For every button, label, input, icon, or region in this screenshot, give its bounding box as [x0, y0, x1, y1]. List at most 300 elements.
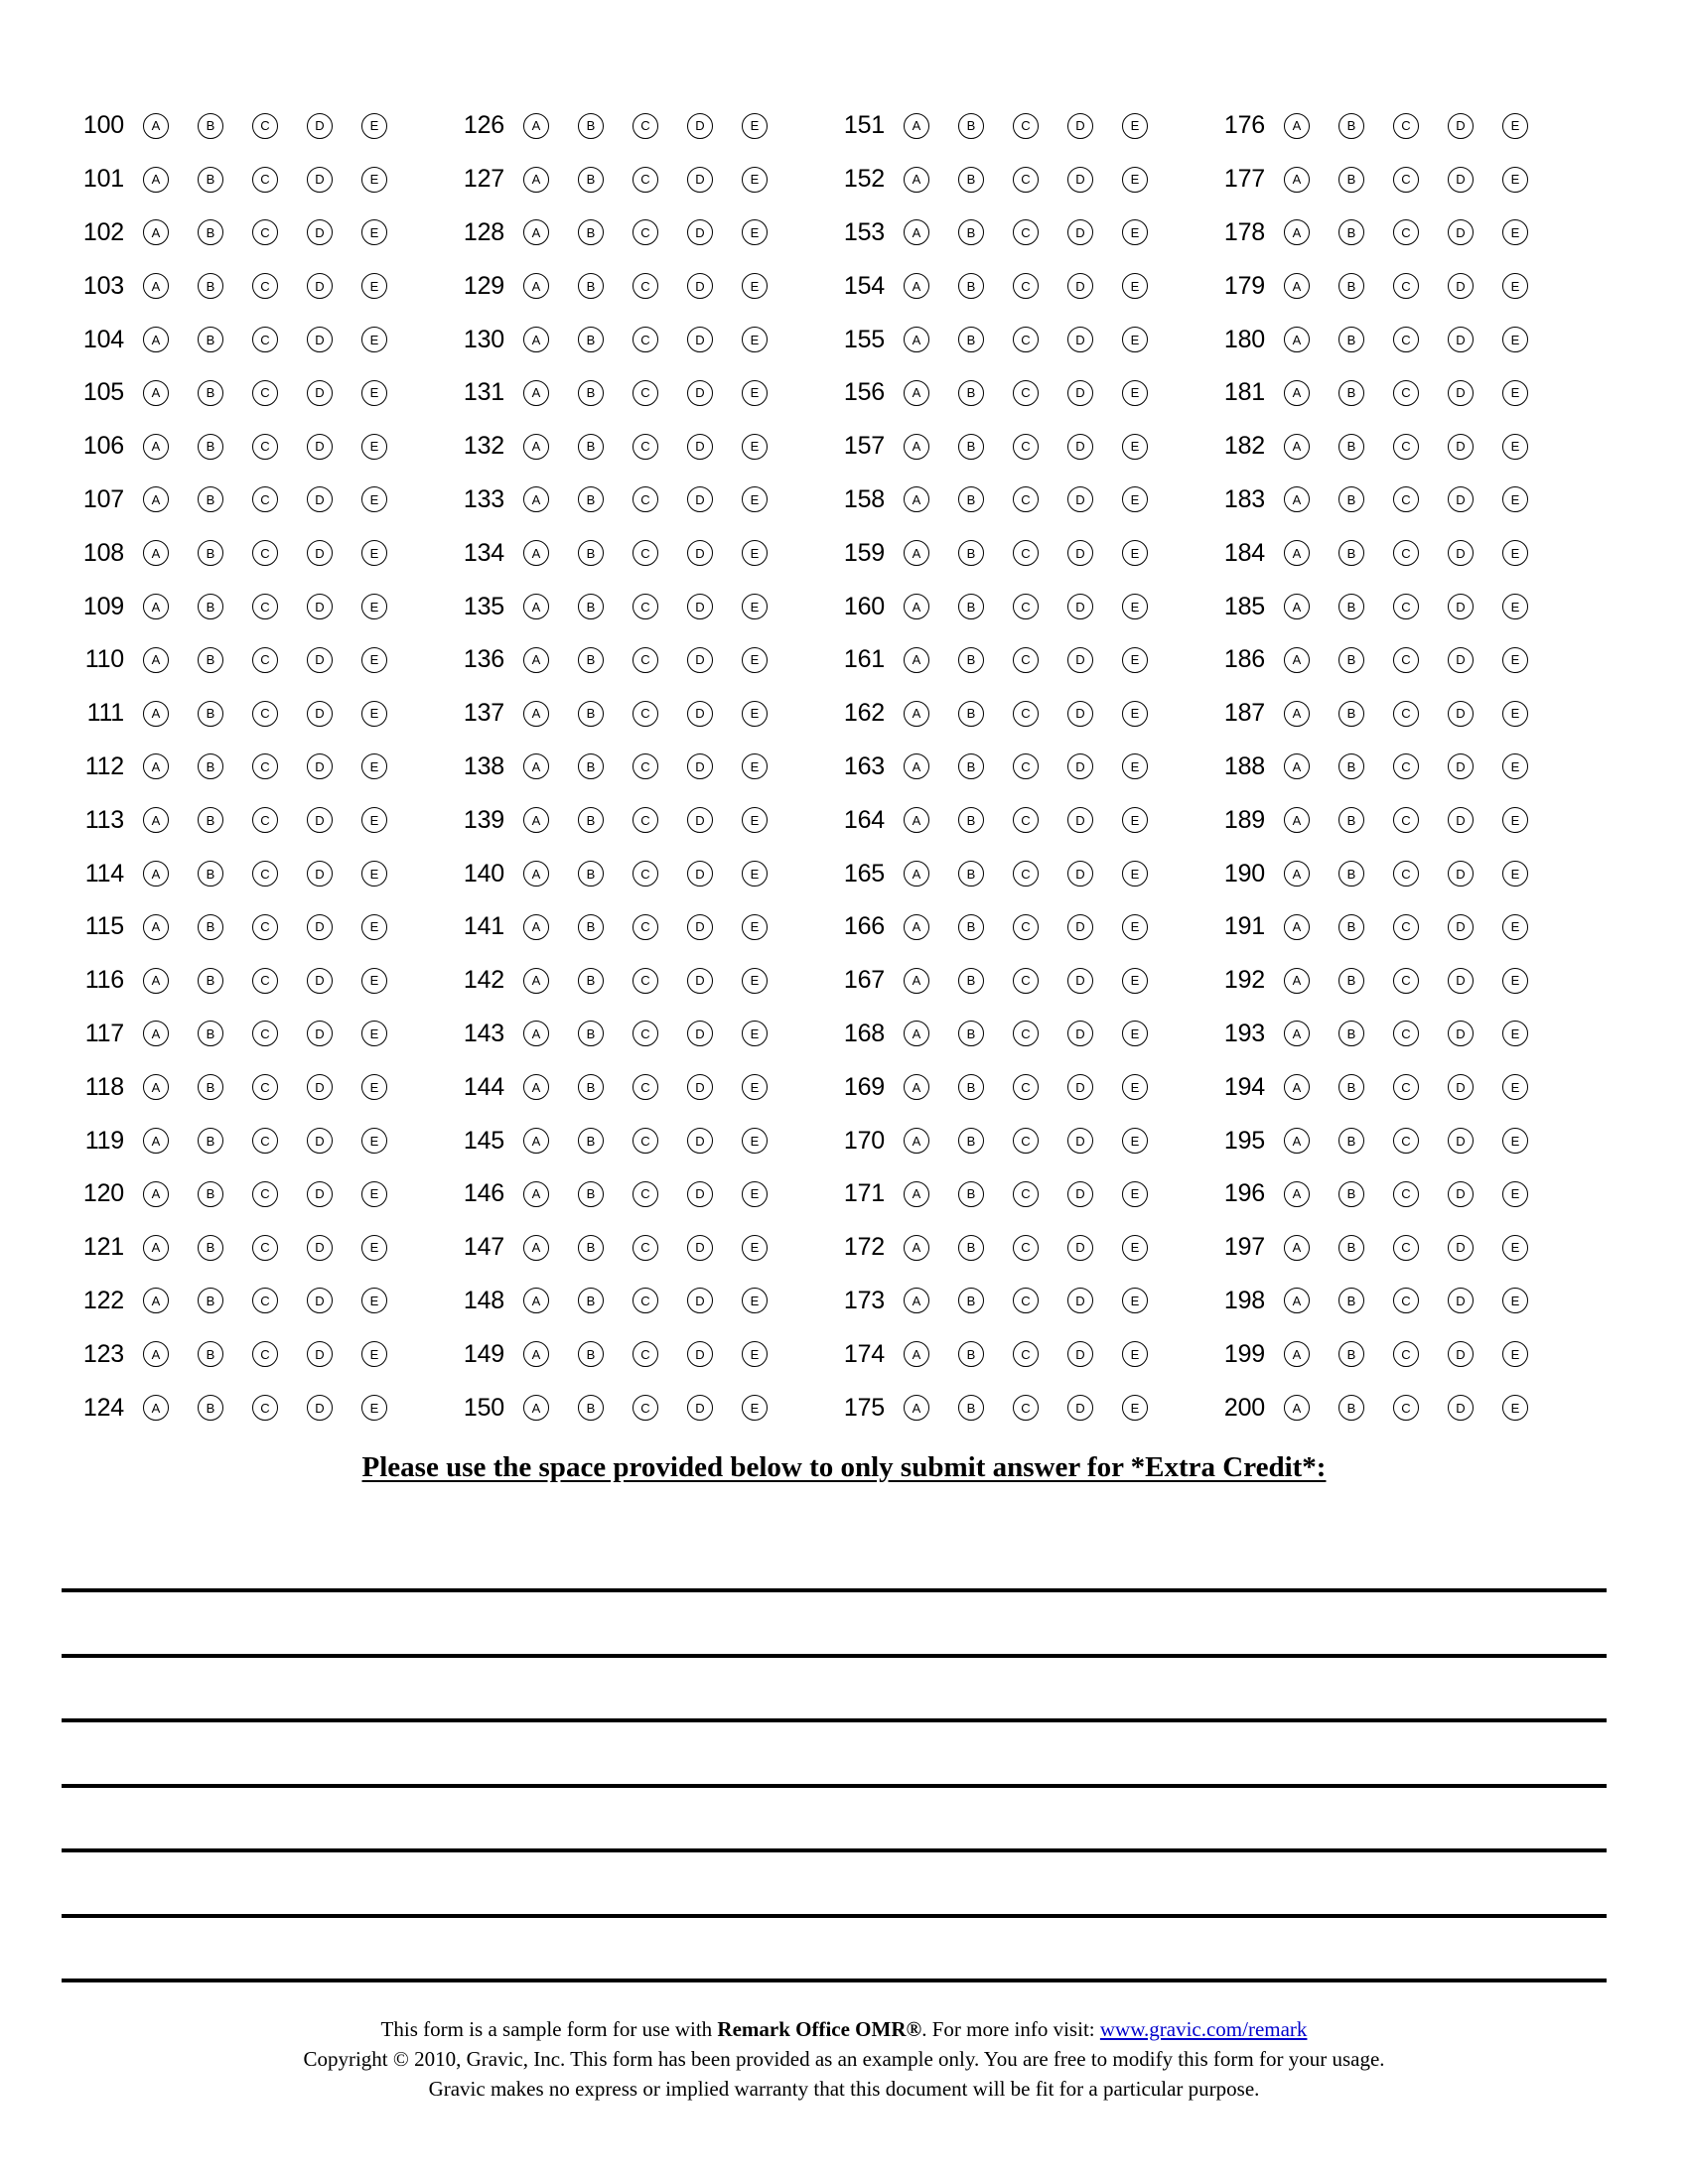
- answer-bubble-154-C[interactable]: C: [1013, 273, 1039, 299]
- answer-bubble-115-B[interactable]: B: [198, 914, 223, 940]
- answer-bubble-179-C[interactable]: C: [1393, 273, 1419, 299]
- answer-bubble-118-A[interactable]: A: [143, 1074, 169, 1100]
- answer-bubble-181-C[interactable]: C: [1393, 380, 1419, 406]
- answer-bubble-193-D[interactable]: D: [1448, 1021, 1474, 1046]
- answer-bubble-118-D[interactable]: D: [307, 1074, 333, 1100]
- answer-bubble-185-C[interactable]: C: [1393, 594, 1419, 619]
- answer-bubble-176-D[interactable]: D: [1448, 113, 1474, 139]
- answer-bubble-115-D[interactable]: D: [307, 914, 333, 940]
- answer-bubble-156-E[interactable]: E: [1122, 380, 1148, 406]
- answer-bubble-174-E[interactable]: E: [1122, 1341, 1148, 1367]
- answer-bubble-188-C[interactable]: C: [1393, 753, 1419, 779]
- answer-bubble-167-B[interactable]: B: [958, 968, 984, 994]
- answer-bubble-163-E[interactable]: E: [1122, 753, 1148, 779]
- answer-bubble-110-E[interactable]: E: [361, 647, 387, 673]
- answer-bubble-105-D[interactable]: D: [307, 380, 333, 406]
- answer-bubble-180-B[interactable]: B: [1338, 327, 1364, 352]
- answer-bubble-172-D[interactable]: D: [1067, 1235, 1093, 1261]
- answer-bubble-133-A[interactable]: A: [523, 486, 549, 512]
- answer-bubble-102-A[interactable]: A: [143, 219, 169, 245]
- answer-bubble-168-E[interactable]: E: [1122, 1021, 1148, 1046]
- answer-bubble-196-D[interactable]: D: [1448, 1181, 1474, 1207]
- answer-bubble-189-D[interactable]: D: [1448, 807, 1474, 833]
- answer-bubble-155-D[interactable]: D: [1067, 327, 1093, 352]
- answer-bubble-113-D[interactable]: D: [307, 807, 333, 833]
- answer-bubble-176-B[interactable]: B: [1338, 113, 1364, 139]
- answer-bubble-154-A[interactable]: A: [904, 273, 929, 299]
- answer-bubble-124-C[interactable]: C: [252, 1395, 278, 1421]
- answer-bubble-162-B[interactable]: B: [958, 701, 984, 727]
- answer-bubble-170-E[interactable]: E: [1122, 1128, 1148, 1154]
- answer-bubble-109-E[interactable]: E: [361, 594, 387, 619]
- answer-bubble-187-B[interactable]: B: [1338, 701, 1364, 727]
- answer-bubble-146-B[interactable]: B: [578, 1181, 604, 1207]
- answer-bubble-195-D[interactable]: D: [1448, 1128, 1474, 1154]
- answer-bubble-146-A[interactable]: A: [523, 1181, 549, 1207]
- answer-bubble-190-B[interactable]: B: [1338, 861, 1364, 887]
- answer-bubble-119-D[interactable]: D: [307, 1128, 333, 1154]
- answer-bubble-156-C[interactable]: C: [1013, 380, 1039, 406]
- answer-bubble-146-E[interactable]: E: [742, 1181, 768, 1207]
- answer-bubble-187-D[interactable]: D: [1448, 701, 1474, 727]
- answer-bubble-136-D[interactable]: D: [687, 647, 713, 673]
- answer-bubble-179-D[interactable]: D: [1448, 273, 1474, 299]
- answer-bubble-124-D[interactable]: D: [307, 1395, 333, 1421]
- answer-bubble-109-C[interactable]: C: [252, 594, 278, 619]
- answer-bubble-106-A[interactable]: A: [143, 434, 169, 460]
- answer-bubble-199-B[interactable]: B: [1338, 1341, 1364, 1367]
- answer-bubble-132-A[interactable]: A: [523, 434, 549, 460]
- answer-bubble-100-B[interactable]: B: [198, 113, 223, 139]
- answer-bubble-127-C[interactable]: C: [633, 167, 658, 193]
- answer-bubble-141-E[interactable]: E: [742, 914, 768, 940]
- answer-bubble-147-B[interactable]: B: [578, 1235, 604, 1261]
- answer-bubble-177-E[interactable]: E: [1502, 167, 1528, 193]
- answer-bubble-160-A[interactable]: A: [904, 594, 929, 619]
- answer-bubble-102-B[interactable]: B: [198, 219, 223, 245]
- answer-bubble-195-E[interactable]: E: [1502, 1128, 1528, 1154]
- answer-bubble-141-A[interactable]: A: [523, 914, 549, 940]
- answer-bubble-153-D[interactable]: D: [1067, 219, 1093, 245]
- answer-bubble-117-A[interactable]: A: [143, 1021, 169, 1046]
- answer-bubble-120-A[interactable]: A: [143, 1181, 169, 1207]
- answer-bubble-154-E[interactable]: E: [1122, 273, 1148, 299]
- answer-bubble-198-A[interactable]: A: [1284, 1288, 1310, 1313]
- answer-bubble-139-E[interactable]: E: [742, 807, 768, 833]
- answer-bubble-155-C[interactable]: C: [1013, 327, 1039, 352]
- answer-bubble-134-D[interactable]: D: [687, 540, 713, 566]
- answer-bubble-111-A[interactable]: A: [143, 701, 169, 727]
- answer-bubble-194-C[interactable]: C: [1393, 1074, 1419, 1100]
- answer-bubble-180-D[interactable]: D: [1448, 327, 1474, 352]
- answer-bubble-166-D[interactable]: D: [1067, 914, 1093, 940]
- answer-bubble-111-B[interactable]: B: [198, 701, 223, 727]
- answer-bubble-113-E[interactable]: E: [361, 807, 387, 833]
- answer-bubble-158-B[interactable]: B: [958, 486, 984, 512]
- answer-bubble-103-A[interactable]: A: [143, 273, 169, 299]
- answer-bubble-192-B[interactable]: B: [1338, 968, 1364, 994]
- answer-bubble-108-D[interactable]: D: [307, 540, 333, 566]
- answer-bubble-110-C[interactable]: C: [252, 647, 278, 673]
- answer-bubble-171-C[interactable]: C: [1013, 1181, 1039, 1207]
- answer-bubble-120-D[interactable]: D: [307, 1181, 333, 1207]
- answer-bubble-194-E[interactable]: E: [1502, 1074, 1528, 1100]
- answer-bubble-137-E[interactable]: E: [742, 701, 768, 727]
- answer-bubble-149-D[interactable]: D: [687, 1341, 713, 1367]
- answer-bubble-130-A[interactable]: A: [523, 327, 549, 352]
- answer-bubble-140-C[interactable]: C: [633, 861, 658, 887]
- answer-bubble-149-E[interactable]: E: [742, 1341, 768, 1367]
- answer-bubble-124-E[interactable]: E: [361, 1395, 387, 1421]
- answer-bubble-182-C[interactable]: C: [1393, 434, 1419, 460]
- answer-bubble-163-C[interactable]: C: [1013, 753, 1039, 779]
- answer-bubble-166-C[interactable]: C: [1013, 914, 1039, 940]
- answer-bubble-132-E[interactable]: E: [742, 434, 768, 460]
- answer-bubble-122-A[interactable]: A: [143, 1288, 169, 1313]
- answer-bubble-175-A[interactable]: A: [904, 1395, 929, 1421]
- answer-bubble-124-A[interactable]: A: [143, 1395, 169, 1421]
- answer-bubble-166-E[interactable]: E: [1122, 914, 1148, 940]
- answer-bubble-131-B[interactable]: B: [578, 380, 604, 406]
- answer-bubble-107-D[interactable]: D: [307, 486, 333, 512]
- answer-bubble-104-A[interactable]: A: [143, 327, 169, 352]
- answer-bubble-159-D[interactable]: D: [1067, 540, 1093, 566]
- answer-bubble-177-C[interactable]: C: [1393, 167, 1419, 193]
- answer-bubble-159-E[interactable]: E: [1122, 540, 1148, 566]
- answer-bubble-129-D[interactable]: D: [687, 273, 713, 299]
- answer-bubble-140-A[interactable]: A: [523, 861, 549, 887]
- answer-bubble-144-D[interactable]: D: [687, 1074, 713, 1100]
- answer-bubble-194-B[interactable]: B: [1338, 1074, 1364, 1100]
- answer-bubble-136-B[interactable]: B: [578, 647, 604, 673]
- answer-bubble-112-D[interactable]: D: [307, 753, 333, 779]
- answer-bubble-104-C[interactable]: C: [252, 327, 278, 352]
- answer-bubble-164-E[interactable]: E: [1122, 807, 1148, 833]
- answer-bubble-121-B[interactable]: B: [198, 1235, 223, 1261]
- answer-bubble-163-A[interactable]: A: [904, 753, 929, 779]
- answer-bubble-149-A[interactable]: A: [523, 1341, 549, 1367]
- answer-bubble-145-E[interactable]: E: [742, 1128, 768, 1154]
- answer-bubble-183-C[interactable]: C: [1393, 486, 1419, 512]
- answer-bubble-179-E[interactable]: E: [1502, 273, 1528, 299]
- answer-bubble-121-E[interactable]: E: [361, 1235, 387, 1261]
- answer-bubble-190-D[interactable]: D: [1448, 861, 1474, 887]
- answer-bubble-139-A[interactable]: A: [523, 807, 549, 833]
- answer-bubble-102-E[interactable]: E: [361, 219, 387, 245]
- answer-bubble-151-A[interactable]: A: [904, 113, 929, 139]
- answer-bubble-193-E[interactable]: E: [1502, 1021, 1528, 1046]
- answer-bubble-186-A[interactable]: A: [1284, 647, 1310, 673]
- answer-bubble-145-B[interactable]: B: [578, 1128, 604, 1154]
- answer-bubble-160-D[interactable]: D: [1067, 594, 1093, 619]
- answer-bubble-159-A[interactable]: A: [904, 540, 929, 566]
- answer-bubble-114-C[interactable]: C: [252, 861, 278, 887]
- answer-bubble-123-B[interactable]: B: [198, 1341, 223, 1367]
- answer-bubble-158-A[interactable]: A: [904, 486, 929, 512]
- answer-bubble-176-E[interactable]: E: [1502, 113, 1528, 139]
- answer-bubble-199-A[interactable]: A: [1284, 1341, 1310, 1367]
- answer-bubble-175-C[interactable]: C: [1013, 1395, 1039, 1421]
- answer-bubble-130-E[interactable]: E: [742, 327, 768, 352]
- write-line[interactable]: [62, 1914, 1607, 1918]
- answer-bubble-197-B[interactable]: B: [1338, 1235, 1364, 1261]
- answer-bubble-137-B[interactable]: B: [578, 701, 604, 727]
- answer-bubble-190-C[interactable]: C: [1393, 861, 1419, 887]
- answer-bubble-114-D[interactable]: D: [307, 861, 333, 887]
- answer-bubble-122-D[interactable]: D: [307, 1288, 333, 1313]
- answer-bubble-177-B[interactable]: B: [1338, 167, 1364, 193]
- answer-bubble-152-B[interactable]: B: [958, 167, 984, 193]
- answer-bubble-105-A[interactable]: A: [143, 380, 169, 406]
- answer-bubble-147-A[interactable]: A: [523, 1235, 549, 1261]
- answer-bubble-107-B[interactable]: B: [198, 486, 223, 512]
- answer-bubble-156-B[interactable]: B: [958, 380, 984, 406]
- answer-bubble-155-B[interactable]: B: [958, 327, 984, 352]
- answer-bubble-155-E[interactable]: E: [1122, 327, 1148, 352]
- answer-bubble-150-D[interactable]: D: [687, 1395, 713, 1421]
- answer-bubble-102-C[interactable]: C: [252, 219, 278, 245]
- answer-bubble-146-D[interactable]: D: [687, 1181, 713, 1207]
- answer-bubble-173-E[interactable]: E: [1122, 1288, 1148, 1313]
- answer-bubble-122-B[interactable]: B: [198, 1288, 223, 1313]
- answer-bubble-200-A[interactable]: A: [1284, 1395, 1310, 1421]
- answer-bubble-119-C[interactable]: C: [252, 1128, 278, 1154]
- answer-bubble-150-A[interactable]: A: [523, 1395, 549, 1421]
- answer-bubble-105-C[interactable]: C: [252, 380, 278, 406]
- answer-bubble-106-C[interactable]: C: [252, 434, 278, 460]
- answer-bubble-123-A[interactable]: A: [143, 1341, 169, 1367]
- answer-bubble-180-A[interactable]: A: [1284, 327, 1310, 352]
- answer-bubble-151-C[interactable]: C: [1013, 113, 1039, 139]
- answer-bubble-188-A[interactable]: A: [1284, 753, 1310, 779]
- answer-bubble-165-B[interactable]: B: [958, 861, 984, 887]
- answer-bubble-173-C[interactable]: C: [1013, 1288, 1039, 1313]
- answer-bubble-183-E[interactable]: E: [1502, 486, 1528, 512]
- answer-bubble-148-B[interactable]: B: [578, 1288, 604, 1313]
- answer-bubble-105-B[interactable]: B: [198, 380, 223, 406]
- answer-bubble-171-B[interactable]: B: [958, 1181, 984, 1207]
- answer-bubble-168-B[interactable]: B: [958, 1021, 984, 1046]
- answer-bubble-128-E[interactable]: E: [742, 219, 768, 245]
- answer-bubble-184-B[interactable]: B: [1338, 540, 1364, 566]
- answer-bubble-182-D[interactable]: D: [1448, 434, 1474, 460]
- answer-bubble-113-A[interactable]: A: [143, 807, 169, 833]
- answer-bubble-123-E[interactable]: E: [361, 1341, 387, 1367]
- answer-bubble-133-E[interactable]: E: [742, 486, 768, 512]
- answer-bubble-148-E[interactable]: E: [742, 1288, 768, 1313]
- gravic-remark-link[interactable]: www.gravic.com/remark: [1099, 2017, 1308, 2041]
- answer-bubble-197-C[interactable]: C: [1393, 1235, 1419, 1261]
- answer-bubble-101-E[interactable]: E: [361, 167, 387, 193]
- answer-bubble-138-B[interactable]: B: [578, 753, 604, 779]
- answer-bubble-195-C[interactable]: C: [1393, 1128, 1419, 1154]
- answer-bubble-199-C[interactable]: C: [1393, 1341, 1419, 1367]
- answer-bubble-136-E[interactable]: E: [742, 647, 768, 673]
- answer-bubble-193-A[interactable]: A: [1284, 1021, 1310, 1046]
- answer-bubble-190-E[interactable]: E: [1502, 861, 1528, 887]
- answer-bubble-167-C[interactable]: C: [1013, 968, 1039, 994]
- answer-bubble-153-A[interactable]: A: [904, 219, 929, 245]
- answer-bubble-187-C[interactable]: C: [1393, 701, 1419, 727]
- answer-bubble-126-C[interactable]: C: [633, 113, 658, 139]
- answer-bubble-184-E[interactable]: E: [1502, 540, 1528, 566]
- answer-bubble-178-A[interactable]: A: [1284, 219, 1310, 245]
- answer-bubble-135-E[interactable]: E: [742, 594, 768, 619]
- answer-bubble-105-E[interactable]: E: [361, 380, 387, 406]
- answer-bubble-131-A[interactable]: A: [523, 380, 549, 406]
- answer-bubble-146-C[interactable]: C: [633, 1181, 658, 1207]
- answer-bubble-200-B[interactable]: B: [1338, 1395, 1364, 1421]
- answer-bubble-108-E[interactable]: E: [361, 540, 387, 566]
- answer-bubble-112-A[interactable]: A: [143, 753, 169, 779]
- answer-bubble-143-A[interactable]: A: [523, 1021, 549, 1046]
- answer-bubble-128-A[interactable]: A: [523, 219, 549, 245]
- answer-bubble-196-B[interactable]: B: [1338, 1181, 1364, 1207]
- answer-bubble-119-A[interactable]: A: [143, 1128, 169, 1154]
- answer-bubble-188-B[interactable]: B: [1338, 753, 1364, 779]
- answer-bubble-112-E[interactable]: E: [361, 753, 387, 779]
- answer-bubble-108-A[interactable]: A: [143, 540, 169, 566]
- answer-bubble-116-E[interactable]: E: [361, 968, 387, 994]
- answer-bubble-101-B[interactable]: B: [198, 167, 223, 193]
- answer-bubble-127-E[interactable]: E: [742, 167, 768, 193]
- answer-bubble-109-A[interactable]: A: [143, 594, 169, 619]
- answer-bubble-147-D[interactable]: D: [687, 1235, 713, 1261]
- answer-bubble-191-E[interactable]: E: [1502, 914, 1528, 940]
- answer-bubble-153-B[interactable]: B: [958, 219, 984, 245]
- answer-bubble-103-C[interactable]: C: [252, 273, 278, 299]
- answer-bubble-116-C[interactable]: C: [252, 968, 278, 994]
- answer-bubble-191-C[interactable]: C: [1393, 914, 1419, 940]
- answer-bubble-142-C[interactable]: C: [633, 968, 658, 994]
- answer-bubble-144-B[interactable]: B: [578, 1074, 604, 1100]
- answer-bubble-139-D[interactable]: D: [687, 807, 713, 833]
- answer-bubble-114-A[interactable]: A: [143, 861, 169, 887]
- answer-bubble-111-D[interactable]: D: [307, 701, 333, 727]
- answer-bubble-170-B[interactable]: B: [958, 1128, 984, 1154]
- answer-bubble-117-D[interactable]: D: [307, 1021, 333, 1046]
- answer-bubble-183-D[interactable]: D: [1448, 486, 1474, 512]
- answer-bubble-184-A[interactable]: A: [1284, 540, 1310, 566]
- answer-bubble-142-B[interactable]: B: [578, 968, 604, 994]
- answer-bubble-181-E[interactable]: E: [1502, 380, 1528, 406]
- write-line[interactable]: [62, 1718, 1607, 1722]
- answer-bubble-189-A[interactable]: A: [1284, 807, 1310, 833]
- answer-bubble-145-D[interactable]: D: [687, 1128, 713, 1154]
- answer-bubble-114-E[interactable]: E: [361, 861, 387, 887]
- answer-bubble-165-C[interactable]: C: [1013, 861, 1039, 887]
- answer-bubble-118-C[interactable]: C: [252, 1074, 278, 1100]
- answer-bubble-155-A[interactable]: A: [904, 327, 929, 352]
- answer-bubble-185-E[interactable]: E: [1502, 594, 1528, 619]
- answer-bubble-138-C[interactable]: C: [633, 753, 658, 779]
- write-line[interactable]: [62, 1588, 1607, 1592]
- answer-bubble-178-D[interactable]: D: [1448, 219, 1474, 245]
- answer-bubble-166-A[interactable]: A: [904, 914, 929, 940]
- answer-bubble-120-E[interactable]: E: [361, 1181, 387, 1207]
- answer-bubble-156-A[interactable]: A: [904, 380, 929, 406]
- answer-bubble-154-D[interactable]: D: [1067, 273, 1093, 299]
- answer-bubble-112-C[interactable]: C: [252, 753, 278, 779]
- answer-bubble-115-C[interactable]: C: [252, 914, 278, 940]
- answer-bubble-193-B[interactable]: B: [1338, 1021, 1364, 1046]
- answer-bubble-131-E[interactable]: E: [742, 380, 768, 406]
- answer-bubble-171-E[interactable]: E: [1122, 1181, 1148, 1207]
- answer-bubble-182-A[interactable]: A: [1284, 434, 1310, 460]
- answer-bubble-115-A[interactable]: A: [143, 914, 169, 940]
- answer-bubble-171-A[interactable]: A: [904, 1181, 929, 1207]
- answer-bubble-186-B[interactable]: B: [1338, 647, 1364, 673]
- answer-bubble-118-E[interactable]: E: [361, 1074, 387, 1100]
- answer-bubble-149-C[interactable]: C: [633, 1341, 658, 1367]
- answer-bubble-134-E[interactable]: E: [742, 540, 768, 566]
- answer-bubble-122-C[interactable]: C: [252, 1288, 278, 1313]
- answer-bubble-132-D[interactable]: D: [687, 434, 713, 460]
- answer-bubble-128-D[interactable]: D: [687, 219, 713, 245]
- answer-bubble-200-C[interactable]: C: [1393, 1395, 1419, 1421]
- answer-bubble-133-D[interactable]: D: [687, 486, 713, 512]
- answer-bubble-175-D[interactable]: D: [1067, 1395, 1093, 1421]
- answer-bubble-153-E[interactable]: E: [1122, 219, 1148, 245]
- answer-bubble-198-B[interactable]: B: [1338, 1288, 1364, 1313]
- answer-bubble-154-B[interactable]: B: [958, 273, 984, 299]
- answer-bubble-172-C[interactable]: C: [1013, 1235, 1039, 1261]
- answer-bubble-132-C[interactable]: C: [633, 434, 658, 460]
- answer-bubble-113-B[interactable]: B: [198, 807, 223, 833]
- answer-bubble-164-C[interactable]: C: [1013, 807, 1039, 833]
- answer-bubble-185-B[interactable]: B: [1338, 594, 1364, 619]
- answer-bubble-104-D[interactable]: D: [307, 327, 333, 352]
- answer-bubble-101-A[interactable]: A: [143, 167, 169, 193]
- answer-bubble-160-E[interactable]: E: [1122, 594, 1148, 619]
- answer-bubble-104-E[interactable]: E: [361, 327, 387, 352]
- answer-bubble-126-E[interactable]: E: [742, 113, 768, 139]
- answer-bubble-192-E[interactable]: E: [1502, 968, 1528, 994]
- answer-bubble-188-E[interactable]: E: [1502, 753, 1528, 779]
- answer-bubble-157-E[interactable]: E: [1122, 434, 1148, 460]
- answer-bubble-140-E[interactable]: E: [742, 861, 768, 887]
- answer-bubble-166-B[interactable]: B: [958, 914, 984, 940]
- answer-bubble-141-C[interactable]: C: [633, 914, 658, 940]
- answer-bubble-165-E[interactable]: E: [1122, 861, 1148, 887]
- answer-bubble-159-C[interactable]: C: [1013, 540, 1039, 566]
- answer-bubble-131-D[interactable]: D: [687, 380, 713, 406]
- answer-bubble-195-A[interactable]: A: [1284, 1128, 1310, 1154]
- answer-bubble-126-D[interactable]: D: [687, 113, 713, 139]
- answer-bubble-197-E[interactable]: E: [1502, 1235, 1528, 1261]
- answer-bubble-117-B[interactable]: B: [198, 1021, 223, 1046]
- answer-bubble-142-A[interactable]: A: [523, 968, 549, 994]
- answer-bubble-179-B[interactable]: B: [1338, 273, 1364, 299]
- answer-bubble-195-B[interactable]: B: [1338, 1128, 1364, 1154]
- answer-bubble-158-C[interactable]: C: [1013, 486, 1039, 512]
- answer-bubble-142-D[interactable]: D: [687, 968, 713, 994]
- answer-bubble-198-D[interactable]: D: [1448, 1288, 1474, 1313]
- answer-bubble-174-B[interactable]: B: [958, 1341, 984, 1367]
- answer-bubble-193-C[interactable]: C: [1393, 1021, 1419, 1046]
- answer-bubble-101-C[interactable]: C: [252, 167, 278, 193]
- answer-bubble-198-C[interactable]: C: [1393, 1288, 1419, 1313]
- answer-bubble-167-A[interactable]: A: [904, 968, 929, 994]
- answer-bubble-113-C[interactable]: C: [252, 807, 278, 833]
- answer-bubble-157-D[interactable]: D: [1067, 434, 1093, 460]
- answer-bubble-178-B[interactable]: B: [1338, 219, 1364, 245]
- answer-bubble-188-D[interactable]: D: [1448, 753, 1474, 779]
- write-line[interactable]: [62, 1848, 1607, 1852]
- answer-bubble-127-B[interactable]: B: [578, 167, 604, 193]
- answer-bubble-121-C[interactable]: C: [252, 1235, 278, 1261]
- answer-bubble-118-B[interactable]: B: [198, 1074, 223, 1100]
